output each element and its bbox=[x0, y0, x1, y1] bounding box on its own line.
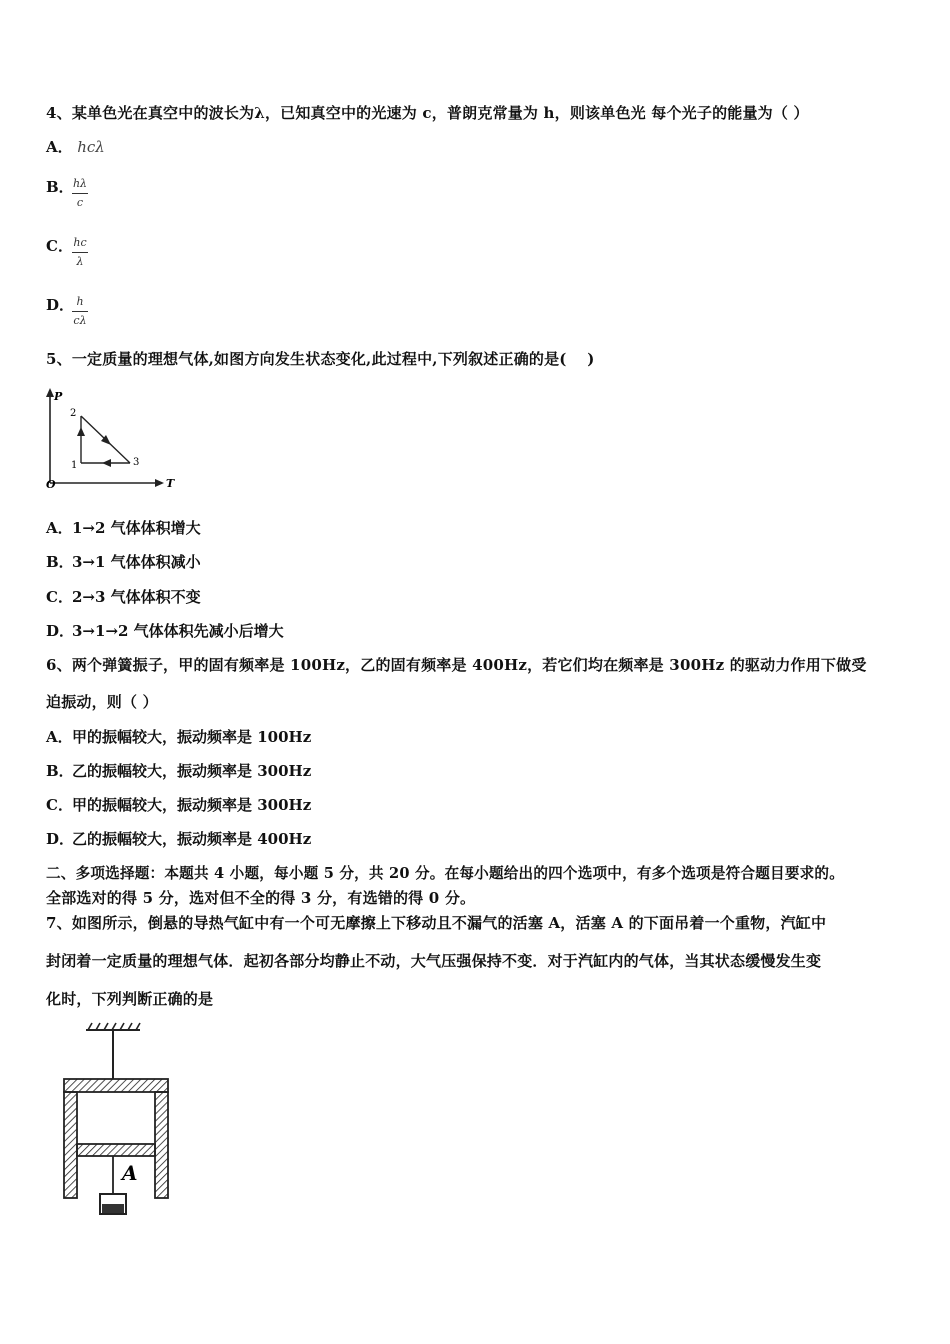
fraction-bar bbox=[72, 193, 88, 194]
ceiling-hatch bbox=[88, 1023, 140, 1030]
denominator: λ bbox=[76, 255, 84, 268]
cylinder-left-wall bbox=[64, 1092, 77, 1198]
numerator: hc bbox=[73, 236, 87, 249]
q5-option-b[interactable] bbox=[46, 551, 201, 572]
section2-line2: 全部选对的得 5 分，选对但不全的得 3 分，有选错的得 0 分。 bbox=[46, 889, 476, 907]
denominator: c bbox=[76, 196, 84, 209]
q4-option-b-fraction bbox=[72, 177, 88, 209]
t-axis-arrow-icon bbox=[155, 479, 164, 487]
weight-fill bbox=[102, 1204, 124, 1213]
q7-stem-line1: 7、如图所示，倒悬的导热气缸中有一个可无摩擦上下移动且不漏气的活塞 A，活塞 A 的下面吊着一个重物，汽缸中 bbox=[46, 914, 827, 932]
piston-label: A bbox=[122, 1161, 138, 1185]
option-letter: A． bbox=[46, 519, 73, 537]
option-letter: B． bbox=[46, 553, 74, 571]
fraction-bar bbox=[72, 311, 88, 312]
q5-pt-diagram bbox=[44, 380, 184, 492]
option-letter: C． bbox=[46, 588, 73, 606]
option-text: 乙的振幅较大，振动频率是 400Hz bbox=[72, 830, 312, 848]
process-1-2-arrow-icon bbox=[77, 427, 85, 436]
q4-option-c-fraction bbox=[72, 236, 88, 268]
option-text: 3→1 气体体积减小 bbox=[72, 553, 201, 571]
p-axis-label: P bbox=[54, 390, 63, 403]
q7-stem-line3: 化时，下列判断正确的是 bbox=[46, 990, 214, 1008]
q4-option-d[interactable] bbox=[46, 294, 75, 315]
point-2-label: 2 bbox=[70, 408, 77, 419]
q6-option-a[interactable] bbox=[46, 726, 311, 747]
section2-line1: 二、多项选择题：本题共 4 小题，每小题 5 分，共 20 分。在每小题给出的四个选项中，有多个选项是符合题目要求的。 bbox=[46, 865, 844, 882]
option-letter: B． bbox=[46, 178, 74, 196]
option-letter: C． bbox=[46, 796, 73, 814]
point-3-label: 3 bbox=[133, 457, 140, 468]
q6-option-c[interactable] bbox=[46, 794, 311, 815]
p-axis-arrow-icon bbox=[46, 388, 54, 397]
option-letter: D． bbox=[46, 296, 75, 314]
t-axis-label: T bbox=[166, 477, 175, 490]
q4-option-d-fraction bbox=[72, 295, 88, 327]
option-letter: A． bbox=[46, 138, 73, 156]
origin-label: O bbox=[46, 478, 56, 491]
q6-stem-line2: 迫振动，则（ ） bbox=[46, 693, 158, 711]
q5-option-c[interactable] bbox=[46, 586, 201, 607]
option-text: 甲的振幅较大，振动频率是 100Hz bbox=[72, 728, 312, 746]
q4-option-b[interactable] bbox=[46, 176, 72, 197]
q6-stem-line1: 6、两个弹簧振子，甲的固有频率是 100Hz，乙的固有频率是 400Hz，若它们均在频率是 300Hz 的驱动力作用下做受 bbox=[46, 656, 867, 674]
denominator: cλ bbox=[73, 314, 87, 327]
option-text: 2→3 气体体积不变 bbox=[72, 588, 201, 606]
option-letter: D． bbox=[46, 622, 75, 640]
q6-option-d[interactable] bbox=[46, 828, 311, 849]
option-text: 3→1→2 气体体积先减小后增大 bbox=[72, 622, 284, 640]
process-3-1-arrow-icon bbox=[102, 459, 111, 467]
q4-option-a[interactable] bbox=[46, 136, 105, 157]
point-1-label: 1 bbox=[71, 460, 78, 471]
numerator: hλ bbox=[72, 177, 88, 190]
q5-stem: 5、一定质量的理想气体,如图方向发生状态变化,此过程中,下列叙述正确的是( ) bbox=[46, 350, 595, 368]
option-text: 1→2 气体体积增大 bbox=[72, 519, 201, 537]
cylinder-right-wall bbox=[155, 1092, 168, 1198]
cylinder-top-wall bbox=[64, 1079, 168, 1092]
q6-option-b[interactable] bbox=[46, 760, 311, 781]
option-text: 乙的振幅较大，振动频率是 300Hz bbox=[72, 762, 312, 780]
option-text: 甲的振幅较大，振动频率是 300Hz bbox=[72, 796, 312, 814]
q7-stem-line2: 封闭着一定质量的理想气体．起初各部分均静止不动，大气压强保持不变．对于汽缸内的气体，当其状态缓慢发生变 bbox=[46, 952, 822, 970]
q7-cylinder-diagram bbox=[56, 1022, 182, 1220]
q4-stem: 4、某单色光在真空中的波长为λ，已知真空中的光速为 c，普朗克常量为 h，则该单色光 每个光子的能量为（ ） bbox=[46, 104, 809, 122]
q5-option-a[interactable] bbox=[46, 517, 201, 538]
piston bbox=[77, 1144, 155, 1156]
option-letter: B． bbox=[46, 762, 74, 780]
formula-hc-lambda: hcλ bbox=[77, 138, 105, 156]
q4-option-c[interactable] bbox=[46, 235, 72, 256]
fraction-bar bbox=[72, 252, 88, 253]
option-letter: D． bbox=[46, 830, 75, 848]
q5-option-d[interactable] bbox=[46, 620, 284, 641]
numerator: h bbox=[76, 295, 84, 308]
option-letter: C． bbox=[46, 237, 73, 255]
option-letter: A． bbox=[46, 728, 73, 746]
